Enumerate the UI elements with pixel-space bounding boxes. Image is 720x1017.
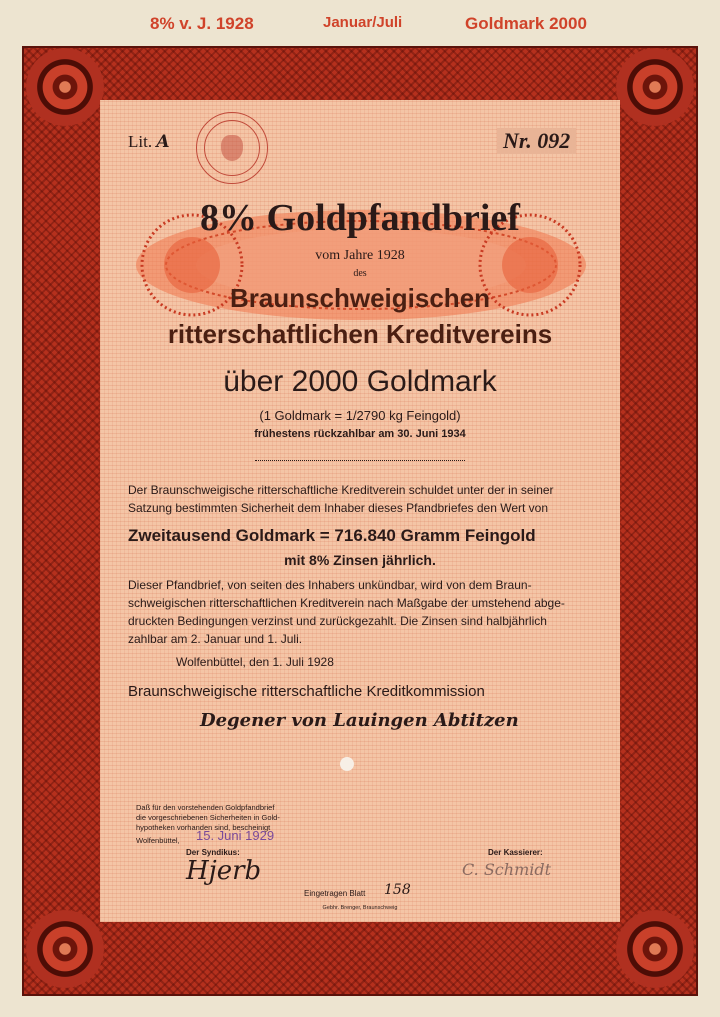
- corner-rosette-top-left: [26, 48, 104, 126]
- des-line: des: [353, 268, 367, 279]
- eagle-seal-icon: [221, 135, 243, 161]
- printer-imprint: Gebhr. Brenger, Braunschweig: [322, 905, 398, 911]
- director-signatures: Degener von Lauingen Abtitzen: [200, 710, 519, 731]
- kassierer-label: Der Kassierer:: [488, 848, 543, 857]
- year-line: vom Jahre 1928: [315, 248, 405, 263]
- certificate-number: Nr. 092: [497, 128, 576, 154]
- register-label: Eingetragen Blatt: [304, 889, 366, 898]
- terms-line-2: schweigischen ritterschaftlichen Kreditverein nach Maßgabe der umstehend abge-: [128, 596, 565, 610]
- interest-line: mit 8% Zinsen jährlich.: [284, 552, 436, 568]
- amount-line: über 2000 Goldmark: [223, 365, 497, 398]
- header-coupon-dates: Januar/Juli: [323, 14, 403, 31]
- gold-definition: (1 Goldmark = 1/2790 kg Feingold): [259, 408, 461, 423]
- title: 8% Goldpfandbrief: [200, 197, 520, 239]
- terms-line-4: zahlbar am 2. Januar und 1. Juli.: [128, 632, 303, 646]
- intro-line-1: Der Braunschweigische ritterschaftliche Kreditverein schuldet unter der in seiner: [128, 483, 554, 497]
- redemption-date: frühestens rückzahlbar am 30. Juni 1934: [254, 428, 466, 440]
- corner-rosette-bottom-right: [616, 910, 694, 988]
- certification-line-1: Daß für den vorstehenden Goldpfandbrief: [136, 803, 275, 812]
- register-number: 158: [384, 882, 411, 898]
- certification-line-3: hypotheken vorhanden sind, bescheinigt: [136, 823, 271, 832]
- place-date: Wolfenbüttel, den 1. Juli 1928: [176, 655, 334, 669]
- issuer-line-2: ritterschaftlichen Kreditvereins: [167, 319, 553, 349]
- issuer-line-1: Braunschweigischen: [229, 283, 491, 313]
- corner-rosette-bottom-left: [26, 910, 104, 988]
- intro-line-2: Satzung bestimmten Sicherheit dem Inhaber dieses Pfandbriefes den Wert von: [128, 501, 549, 515]
- terms-line-1: Dieser Pfandbrief, von seiten des Inhabers unkündbar, wird von dem Braun-: [128, 578, 532, 592]
- header-rate-year: 8% v. J. 1928: [150, 14, 254, 33]
- commission-name: Braunschweigische ritterschaftliche Kreditkommission: [128, 683, 485, 700]
- header-denomination: Goldmark 2000: [465, 14, 587, 33]
- lit-label: Lit. A: [128, 132, 170, 152]
- syndikus-label: Der Syndikus:: [186, 848, 240, 857]
- terms-line-3: druckten Bedingungen verzinst und zurückgezahlt. Die Zinsen sind halbjährlich: [128, 614, 547, 628]
- value-line: Zweitausend Goldmark = 716.840 Gramm Feingold: [128, 526, 536, 545]
- header-line: [0, 14, 720, 40]
- cancellation-hole: [340, 757, 354, 771]
- certification-line-2: die vorgeschriebenen Sicherheiten in Gold-: [136, 813, 280, 822]
- date-stamp: 15. Juni 1929: [196, 828, 275, 843]
- tax-stamp-seal: [196, 112, 268, 184]
- syndikus-signature: Hjerb: [186, 856, 262, 886]
- corner-rosette-top-right: [616, 48, 694, 126]
- divider: [255, 460, 465, 461]
- certification-place: Wolfenbüttel,: [136, 836, 180, 845]
- kassierer-signature: C. Schmidt: [462, 860, 552, 879]
